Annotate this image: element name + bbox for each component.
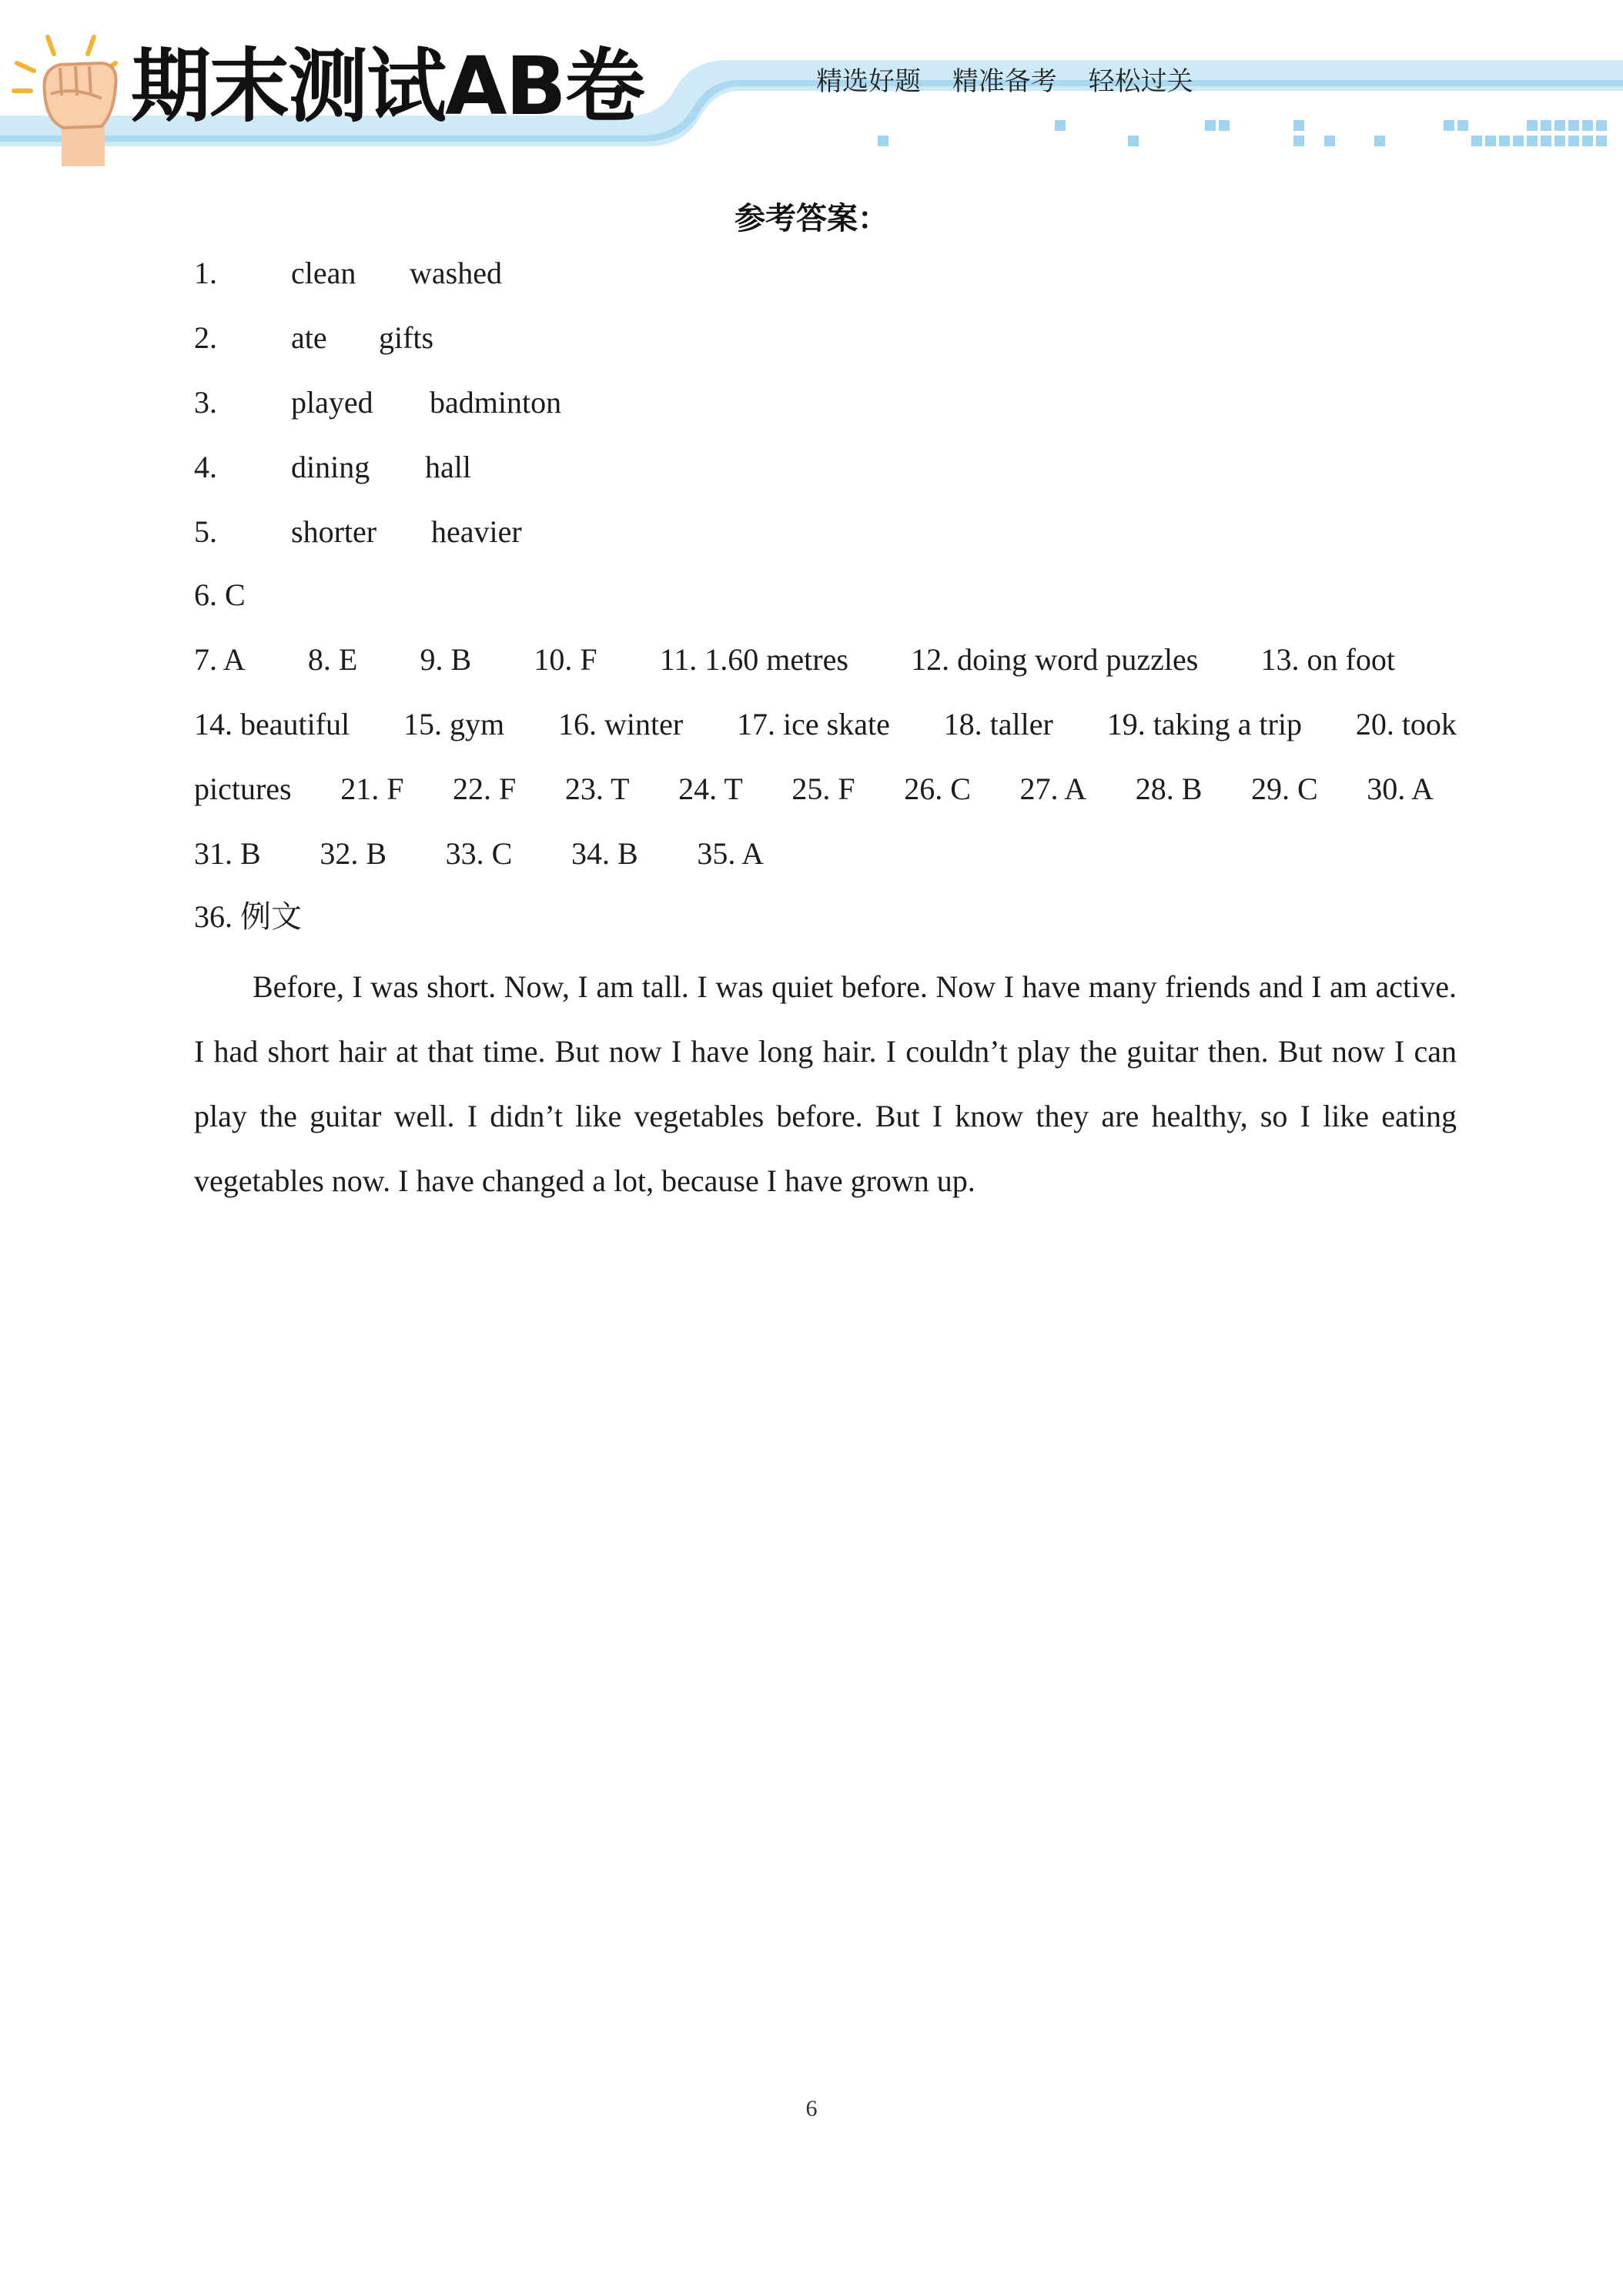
answers-title: 参考答案：: [735, 201, 888, 236]
sample-essay: Before, I was short. Now, I am tall. I was quiet before. Now I have many friends and I am active. I had short hair at that time. But now I have long hair. I couldn’t play the guitar then. But now I can play the guitar well. I didn’t like vegetables before. But I know they are healthy, so I like eating vegetables now. I have changed a lot, because I have grown up.: [194, 969, 1457, 1198]
brand-title: 期末测试AB卷: [131, 39, 644, 133]
answer-item: 13. on foot: [1260, 642, 1395, 677]
answer-item: 30. A: [1367, 771, 1434, 806]
answer-number: 3.: [194, 385, 217, 420]
answer-item: 18. taller: [943, 707, 1053, 741]
answer-row-7-13: [194, 641, 1395, 705]
answer-item: 8. E: [307, 642, 358, 677]
answer-item: 11. 1.60 metres: [659, 642, 848, 677]
answer-line-36: 36. 例文: [194, 899, 302, 934]
page-header: [0, 0, 1623, 169]
answer-item: 24. T: [678, 771, 743, 806]
answer-number: 4.: [194, 450, 217, 484]
answer-number: 1.: [194, 256, 217, 290]
answer-item: 19. taking a trip: [1106, 707, 1302, 741]
answer-item: 33. C: [445, 836, 513, 871]
answer-row-31-35: [194, 835, 764, 899]
answer-number: 5.: [194, 514, 217, 549]
answer-item: 15. gym: [403, 707, 505, 741]
answer-word: shorter: [291, 514, 377, 549]
answer-item: 34. B: [571, 836, 638, 871]
answer-item: 9. B: [420, 642, 472, 677]
answer-word: washed: [410, 256, 502, 290]
answer-item: 35. A: [697, 836, 764, 871]
answer-row-14-20: [194, 705, 1457, 770]
answer-item: 21. F: [340, 771, 404, 806]
answer-item: 23. T: [564, 771, 630, 806]
answer-word: badminton: [430, 385, 562, 420]
decorative-squares: [878, 120, 1607, 146]
answer-item: 17. ice skate: [737, 707, 890, 741]
answer-item: pictures: [194, 771, 292, 806]
answer-item: 25. F: [791, 771, 855, 806]
answer-item: 14. beautiful: [194, 707, 350, 741]
answer-item: 7. A: [194, 642, 246, 677]
answer-word: gifts: [379, 320, 434, 355]
answer-row-21-30: [194, 770, 1434, 835]
answer-word: ate: [291, 320, 327, 355]
answer-rows: [194, 641, 1457, 899]
header-slogan: 精选好题 精准备考 轻松过关: [816, 66, 1193, 97]
answer-item: 22. F: [453, 771, 517, 806]
answer-item: 31. B: [194, 836, 261, 871]
answer-line-6: 6. C: [194, 577, 246, 612]
answer-item: 29. C: [1250, 771, 1318, 806]
answer-word: hall: [425, 450, 471, 484]
answer-word: clean: [291, 256, 356, 290]
answer-word: dining: [291, 450, 370, 484]
answer-word: heavier: [431, 514, 522, 549]
answer-item: 28. B: [1135, 771, 1203, 806]
answer-item: 20. took: [1355, 707, 1457, 741]
answer-word: played: [291, 385, 373, 420]
answer-item: 10. F: [534, 642, 597, 677]
page-number: 6: [805, 2096, 818, 2121]
answer-item: 27. A: [1019, 771, 1087, 806]
answer-item: 16. winter: [557, 707, 684, 741]
answer-item: 32. B: [320, 836, 387, 871]
fist-icon: [14, 37, 116, 166]
answer-item: 26. C: [904, 771, 971, 806]
answer-item: 12. doing word puzzles: [911, 642, 1199, 677]
answer-number: 2.: [194, 320, 217, 355]
